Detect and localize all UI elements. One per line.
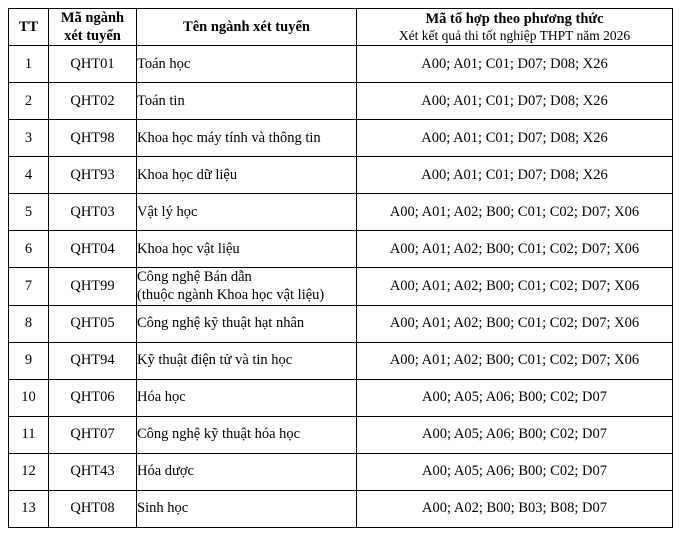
- cell-major-name: [137, 83, 357, 120]
- cell-order-number: 2: [9, 83, 49, 120]
- table-row: [9, 268, 673, 305]
- cell-order-number: 4: [9, 157, 49, 194]
- cell-subject-combinations: A00; A01; A02; B00; C01; C02; D07; X06: [357, 305, 673, 342]
- cell-subject-combinations: A00; A05; A06; B00; C02; D07: [357, 379, 673, 416]
- cell-order-number: 5: [9, 194, 49, 231]
- cell-major-code: QHT06: [49, 379, 137, 416]
- cell-major-name: [137, 305, 357, 342]
- cell-subject-combinations: A00; A01; C01; D07; D08; X26: [357, 120, 673, 157]
- cell-major-name: [137, 231, 357, 268]
- table-row: [9, 453, 673, 490]
- table-row: [9, 379, 673, 416]
- header-cell-combo: [357, 9, 673, 46]
- cell-subject-combinations: A00; A02; B00; B03; B08; D07: [357, 490, 673, 527]
- cell-major-name: [137, 416, 357, 453]
- header-combo-line2: Xét kết quả thi tốt nghiệp THPT năm 2026: [398, 27, 631, 43]
- cell-major-name: [137, 490, 357, 527]
- cell-order-number: 1: [9, 46, 49, 83]
- table-row: [9, 46, 673, 83]
- cell-major-code: QHT02: [49, 83, 137, 120]
- header-cell-code: [49, 9, 137, 46]
- cell-order-number: 8: [9, 305, 49, 342]
- cell-subject-combinations: A00; A05; A06; B00; C02; D07: [357, 453, 673, 490]
- major-name-text: Công nghệ kỹ thuật hạt nhân: [137, 315, 305, 332]
- major-name-text: Công nghệ Bán dẫn: [137, 269, 252, 286]
- table-row: [9, 157, 673, 194]
- major-name-text: Toán tin: [137, 93, 185, 110]
- header-cell-name: [137, 9, 357, 46]
- cell-major-code: QHT99: [49, 268, 137, 305]
- cell-subject-combinations: A00; A01; A02; B00; C01; C02; D07; X06: [357, 231, 673, 268]
- table-row: [9, 120, 673, 157]
- major-name-text: Hóa dược: [137, 463, 194, 480]
- cell-major-code: QHT04: [49, 231, 137, 268]
- cell-order-number: 11: [9, 416, 49, 453]
- cell-major-name: [137, 194, 357, 231]
- cell-order-number: 6: [9, 231, 49, 268]
- cell-major-code: QHT43: [49, 453, 137, 490]
- major-name-subtext: (thuộc ngành Khoa học vật liệu): [137, 287, 325, 304]
- cell-major-name: [137, 120, 357, 157]
- major-name-text: Sinh học: [137, 500, 189, 517]
- cell-major-name: [137, 379, 357, 416]
- major-name-text: Công nghệ kỹ thuật hóa học: [137, 426, 301, 443]
- cell-major-code: QHT07: [49, 416, 137, 453]
- cell-major-name: [137, 157, 357, 194]
- cell-major-code: QHT08: [49, 490, 137, 527]
- cell-major-code: QHT03: [49, 194, 137, 231]
- table-row: [9, 194, 673, 231]
- major-name-text: Toán học: [137, 56, 191, 73]
- header-row: [9, 9, 673, 46]
- header-tt-text: TT: [18, 19, 39, 36]
- table-row: [9, 342, 673, 379]
- major-name-text: Khoa học dữ liệu: [137, 167, 238, 184]
- cell-major-code: QHT05: [49, 305, 137, 342]
- major-name-text: Khoa học máy tính và thông tin: [137, 130, 321, 147]
- major-name-text: Kỹ thuật điện tử và tin học: [137, 352, 293, 369]
- table-row: [9, 83, 673, 120]
- cell-order-number: 7: [9, 268, 49, 305]
- cell-major-code: QHT98: [49, 120, 137, 157]
- cell-subject-combinations: A00; A05; A06; B00; C02; D07: [357, 416, 673, 453]
- admission-majors-table: [8, 8, 673, 528]
- major-name-text: Vật lý học: [137, 204, 198, 221]
- major-name-text: Khoa học vật liệu: [137, 241, 240, 258]
- table-row: [9, 305, 673, 342]
- cell-major-code: QHT93: [49, 157, 137, 194]
- cell-major-name: [137, 342, 357, 379]
- cell-subject-combinations: A00; A01; A02; B00; C01; C02; D07; X06: [357, 194, 673, 231]
- cell-subject-combinations: A00; A01; C01; D07; D08; X26: [357, 157, 673, 194]
- table-row: [9, 416, 673, 453]
- header-code-line1: Mã ngành: [60, 10, 125, 26]
- table-row: [9, 231, 673, 268]
- header-cell-tt: [9, 9, 49, 46]
- major-name-text: Hóa học: [137, 389, 186, 406]
- table-row: [9, 490, 673, 527]
- cell-major-code: QHT94: [49, 342, 137, 379]
- cell-subject-combinations: A00; A01; C01; D07; D08; X26: [357, 83, 673, 120]
- cell-subject-combinations: A00; A01; C01; D07; D08; X26: [357, 46, 673, 83]
- cell-subject-combinations: A00; A01; A02; B00; C01; C02; D07; X06: [357, 268, 673, 305]
- header-code-line2: xét tuyển: [64, 28, 121, 45]
- header-name-text: Tên ngành xét tuyển: [183, 19, 310, 36]
- cell-order-number: 9: [9, 342, 49, 379]
- cell-major-code: QHT01: [49, 46, 137, 83]
- cell-order-number: 3: [9, 120, 49, 157]
- table-header: [9, 9, 673, 46]
- cell-subject-combinations: A00; A01; A02; B00; C01; C02; D07; X06: [357, 342, 673, 379]
- cell-major-name: [137, 268, 357, 305]
- cell-order-number: 10: [9, 379, 49, 416]
- cell-major-name: [137, 46, 357, 83]
- cell-major-name: [137, 453, 357, 490]
- cell-order-number: 13: [9, 490, 49, 527]
- cell-order-number: 12: [9, 453, 49, 490]
- table-body: [9, 46, 673, 527]
- header-combo-line1: Mã tổ hợp theo phương thức: [425, 10, 604, 27]
